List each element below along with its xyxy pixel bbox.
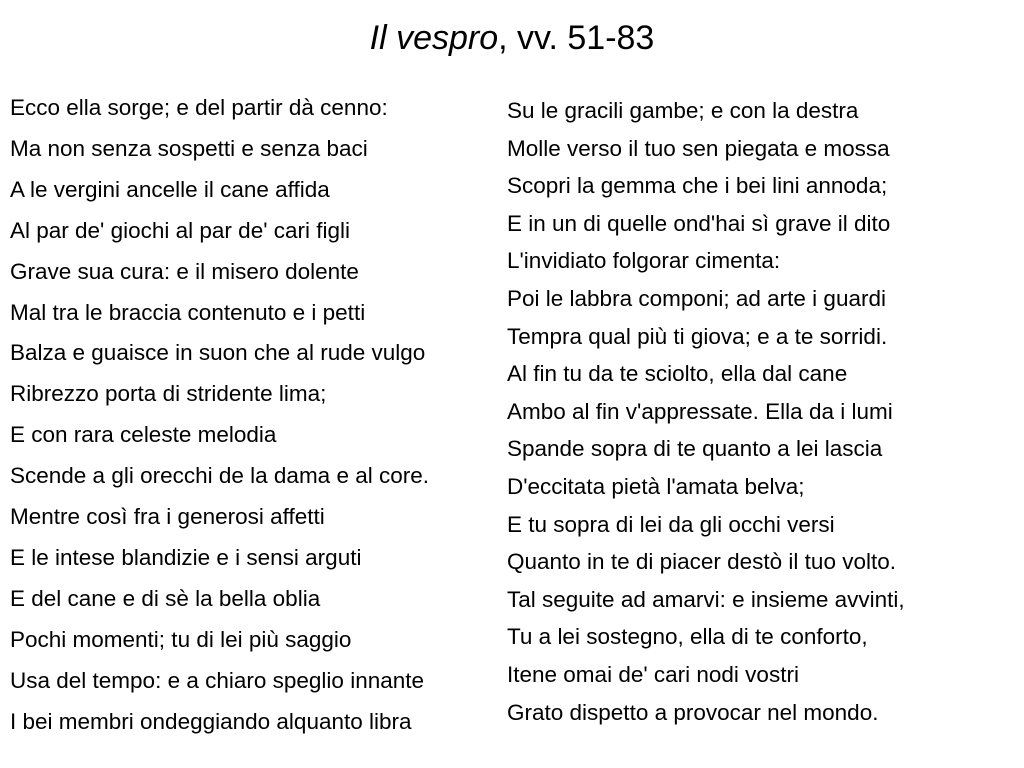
- verse-line: A le vergini ancelle il cane affida: [10, 176, 330, 202]
- title-italic-part: Il vespro: [369, 19, 499, 57]
- verse-line: Molle verso il tuo sen piegata e mossa: [507, 135, 890, 161]
- verse-line: Al par de' giochi al par de' cari figli: [10, 217, 351, 243]
- verse-line: Su le gracili gambe; e con la destra: [507, 98, 859, 123]
- verse-line: D'eccitata pietà l'amata belva;: [507, 473, 805, 499]
- verse-line: Usa del tempo: e a chiaro speglio innante: [10, 667, 425, 693]
- verse-line: E con rara celeste melodia: [10, 422, 277, 448]
- verse-line: E le intese blandizie e i sensi arguti: [10, 544, 362, 570]
- verse-line: E tu sopra di lei da gli occhi versi: [507, 511, 835, 537]
- verse-line: E in un di quelle ond'hai sì grave il dito: [507, 210, 891, 236]
- verse-line: Pochi momenti; tu di lei più saggio: [10, 626, 352, 652]
- title-verse-range: , vv. 51-83: [498, 19, 655, 57]
- verse-line: Ribrezzo porta di stridente lima;: [10, 381, 327, 407]
- verse-line: Tal seguite ad amarvi: e insieme avvinti,: [507, 586, 905, 612]
- slide-title: [0, 14, 1024, 62]
- poem-column-left: [10, 88, 429, 743]
- poem-column-right: [507, 92, 905, 731]
- verse-line: Scopri la gemma che i bei lini annoda;: [507, 173, 888, 199]
- verse-line: I bei membri ondeggiando alquanto libra: [10, 708, 412, 734]
- verse-line: Ecco ella sorge; e del partir dà cenno:: [10, 95, 388, 120]
- verse-line: Scende a gli orecchi de la dama e al core.: [10, 463, 429, 489]
- verse-line: Spande sopra di te quanto a lei lascia: [507, 436, 883, 462]
- verse-line: Ambo al fin v'appressate. Ella da i lumi: [507, 398, 893, 424]
- verse-line: L'invidiato folgorar cimenta:: [507, 248, 781, 274]
- verse-line: Balza e guaisce in suon che al rude vulgo: [10, 340, 426, 366]
- verse-line: Grato dispetto a provocar nel mondo.: [507, 699, 879, 725]
- verse-line: Tu a lei sostegno, ella di te conforto,: [507, 624, 868, 650]
- verse-line: Itene omai de' cari nodi vostri: [507, 661, 799, 687]
- verse-line: Al fin tu da te sciolto, ella dal cane: [507, 361, 848, 387]
- verse-line: Poi le labbra componi; ad arte i guardi: [507, 285, 886, 311]
- verse-line: Ma non senza sospetti e senza baci: [10, 135, 368, 161]
- verse-line: Mentre così fra i generosi affetti: [10, 504, 325, 530]
- verse-line: Quanto in te di piacer destò il tuo volto.: [507, 549, 896, 575]
- verse-line: E del cane e di sè la bella oblia: [10, 585, 321, 611]
- verse-line: Grave sua cura: e il misero dolente: [10, 258, 359, 284]
- verse-line: Tempra qual più ti giova; e a te sorridi.: [507, 323, 888, 349]
- verse-line: Mal tra le braccia contenuto e i petti: [10, 299, 366, 325]
